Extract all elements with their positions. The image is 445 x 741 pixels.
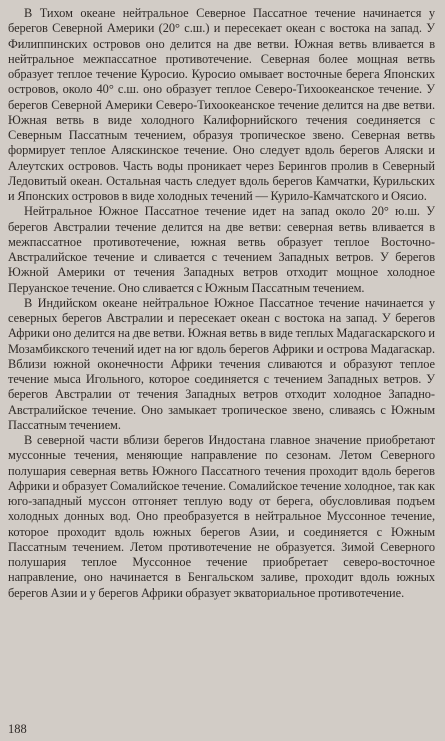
paragraph-indian-monsoon: В северной части вблизи берегов Индостана главное значение приобретают муссонные течения, меняющие направление по сезонам. Летом Северного полушария северная ветвь Южного Пассатного течения проходит вдоль берегов Африки и образует Сомалийское течение. Сомалийское течение холодное, так как юго-западный муссон отгоняет теплую воду от берега, обусловливая подъем холодных донных вод. Оно преобразуется в нейтральное Муссонное течение, которое проходит вдоль южных берегов Азии, и соединяется с Южным Пассатным течением. Летом противотечение не образуется. Зимой Северного полушария теплое Муссонное течение приобретает северо-восточное направление, оно начинается в Бенгальском заливе, проходит вдоль южных берегов Азии и у берегов Африки образует экваториальное противотечение. (8, 433, 435, 600)
paragraph-pacific-south: Нейтральное Южное Пассатное течение идет на запад около 20° ю.ш. У берегов Австралии течение делится на две ветви: северная ветвь вливается в межпассатное противотечение, южная ветвь образует теплое Восточно-Австралийское течение и сливается с течением Западных ветров. У берегов Южной Америки от течения Западных ветров отходит мощное холодное Перуанское течение. Оно сливается с Южным Пассатным течением. (8, 204, 435, 295)
page-body (8, 6, 435, 601)
page-number: 188 (8, 722, 27, 736)
paragraph-indian-south: В Индийском океане нейтральное Южное Пассатное течение начинается у северных берегов Австралии и пересекает океан с востока на запад. У берегов Африки оно делится на две ветви. Южная ветвь в виде теплых Мадагаскарского и Мозамбикского течений идет на юг вдоль берегов Африки и острова Мадагаскар. Вблизи южной оконечности Африки течения сливаются и образуют теплое течение мыса Игольного, которое соединяется с течением Западных ветров. У берегов Австралии от течения Западных ветров отходит холодное Западно-Австралийское течение. Оно замыкает тропическое звено, сливаясь с Южным Пассатным течением. (8, 295, 435, 432)
paragraph-pacific-north: В Тихом океане нейтральное Северное Пассатное течение начинается у берегов Северной Америки (20° с.ш.) и пересекает океан с востока на запад. У Филиппинских островов оно делится на две ветви. Южная ветвь вливается в нейтральное межпассатное противотечение. Северная более мощная ветвь образует теплое течение Куросио. Куросио омывает восточные берега Японских островов, около 40° с.ш. оно образует теплое Северо-Тихоокеанское течение. У берегов Северной Америки Северо-Тихоокеанское течение делится на две ветви. Южная ветвь в виде холодного Калифорнийского течения соединяется с Северным Пассатным течением, образуя тропическое звено. Северная ветвь формирует теплое Аляскинское течение. Оно следует вдоль берегов Аляски и Алеутских островов. Часть воды проникает через Берингов пролив в Северный Ледовитый океан. Остальная часть следует вдоль берегов Камчатки, Курильских и Японских островов в виде холодных течений — Курило-Камчатского и Оясио. (8, 6, 435, 203)
